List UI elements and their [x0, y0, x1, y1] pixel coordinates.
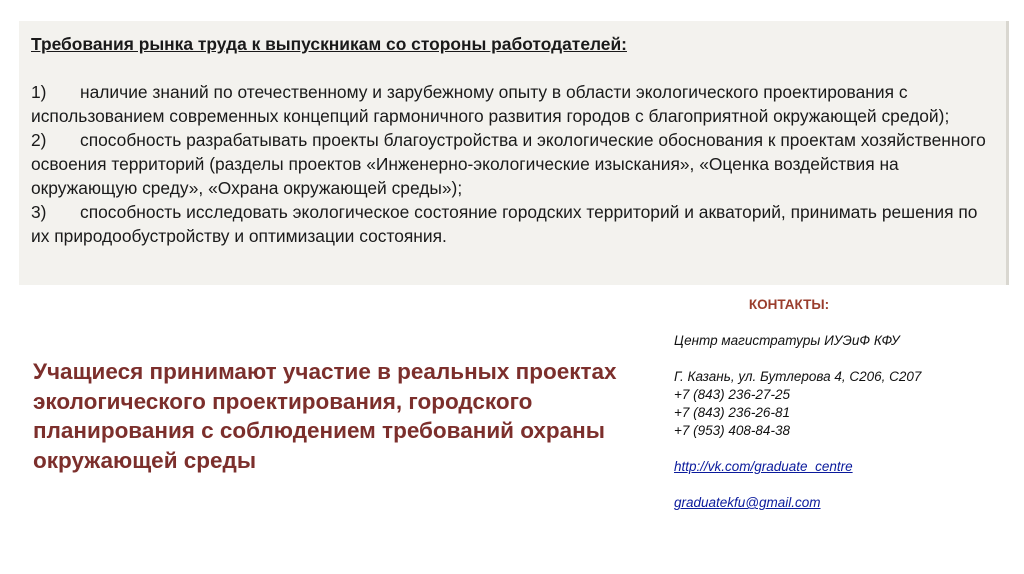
requirements-list	[31, 80, 994, 248]
requirement-number: 3)	[31, 202, 47, 222]
requirements-title: Требования рынка труда к выпускникам со стороны работодателей:	[31, 34, 627, 54]
contacts-address: Г. Казань, ул. Бутлерова 4, С206, С207	[674, 369, 922, 384]
students-participation-text: Учащиеся принимают участие в реальных проектах экологического проектирования, городского планирования с соблюдением требований охраны окружающей среды	[33, 359, 617, 473]
requirement-item	[31, 200, 994, 248]
contacts-phone: +7 (953) 408-84-38	[674, 423, 790, 438]
requirement-text: способность разрабатывать проекты благоустройства и экологические обоснования к проектам хозяйственного освоения территорий (разделы проектов «Инженерно-экологические изыскания», «Оценка воздействия на окружающую среду», «Охрана окружающей среды»);	[31, 130, 986, 198]
contacts-phone: +7 (843) 236-27-25	[674, 387, 790, 402]
contacts-title: КОНТАКТЫ:	[748, 297, 830, 312]
requirement-text: наличие знаний по отечественному и зарубежному опыту в области экологического проектирования с использованием современных концепций гармоничного развития городов с благоприятной окружающей средой);	[31, 82, 950, 126]
vk-link[interactable]: http://vk.com/graduate_centre	[674, 459, 853, 474]
contacts-phone: +7 (843) 236-26-81	[674, 405, 790, 420]
requirement-item	[31, 128, 994, 200]
requirement-item	[31, 80, 994, 128]
requirement-number: 2)	[31, 130, 47, 150]
contacts-block	[674, 296, 1004, 512]
requirements-box	[19, 21, 1006, 285]
requirement-text: способность исследовать экологическое состояние городских территорий и акваторий, принимать решения по их природообустройству и оптимизации состояния.	[31, 202, 978, 246]
contacts-center-name: Центр магистратуры ИУЭиФ КФУ	[674, 333, 900, 348]
requirement-number: 1)	[31, 82, 47, 102]
email-link[interactable]: graduatekfu@gmail.com	[674, 495, 821, 510]
